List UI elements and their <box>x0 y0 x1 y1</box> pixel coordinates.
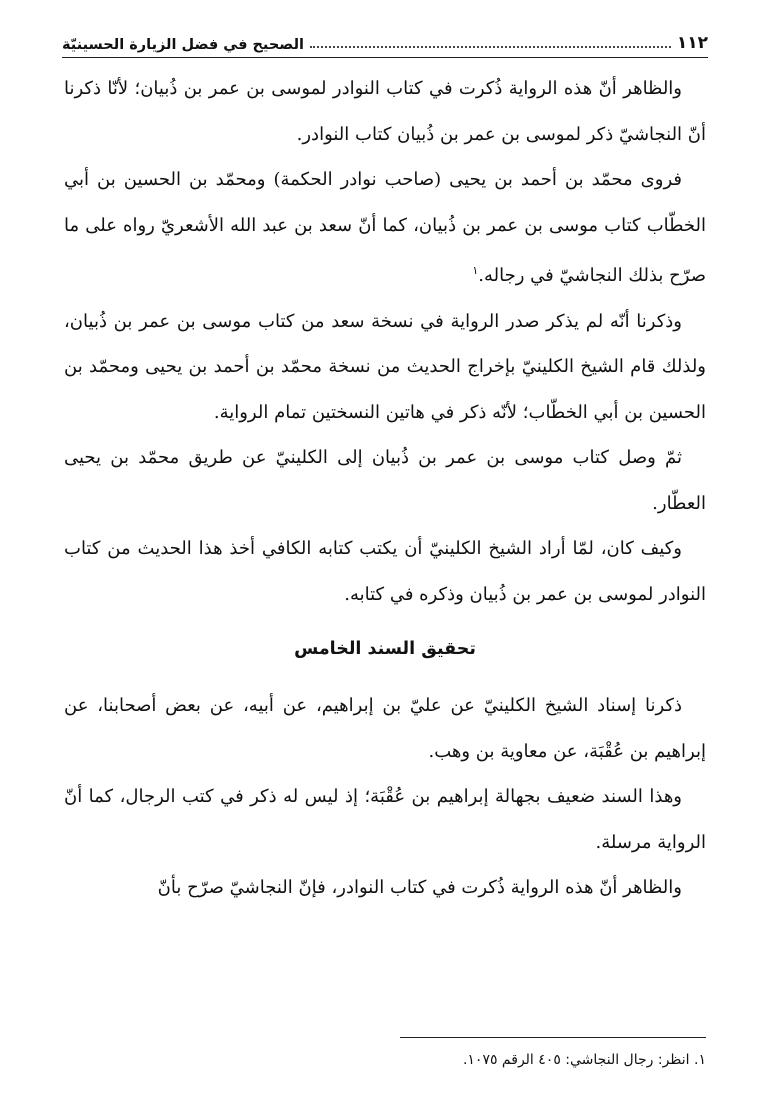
paragraph-text: وذكرنا أنّه لم يذكر صدر الرواية في نسخة سعد من كتاب موسى بن عمر بن ذُبيان، ولذلك قام الشيخ الكلينيّ بإخراج الحديث من نسخة محمّد بن أحمد بن يحيى ومحمّد بن الحسين بن أبي الخطّاب؛ لأنّه ذكر في هاتين النسختين تمام الرواية. <box>64 310 706 423</box>
main-text <box>64 66 706 911</box>
paragraph-text: وكيف كان، لمّا أراد الشيخ الكلينيّ أن يكتب كتابه الكافي أخذ هذا الحديث من كتاب النوادر لموسى بن عمر بن ذُبيان وذكره في كتابه. <box>64 538 706 605</box>
paragraph-text: ذكرنا إسناد الشيخ الكلينيّ عن عليّ بن إبراهيم، عن أبيه، عن بعض أصحابنا، عن إبراهيم بن عُقْبَة، عن معاوية بن وهب. <box>64 695 706 762</box>
running-title: الصحيح في فضل الزيارة الحسينيّة <box>62 37 305 53</box>
paragraph <box>64 299 706 436</box>
footnote: ١. انظر: رجال النجاشي: ٤٠٥ الرقم ١٠٧٥. <box>462 1052 706 1068</box>
paragraph <box>64 774 706 865</box>
page-number: ١١٢ <box>676 33 708 53</box>
footnote-divider <box>400 1037 706 1038</box>
paragraph-text: والظاهر أنّ هذه الرواية ذُكرت في كتاب النوادر، فإنّ النجاشيّ صرّح بأنّ <box>157 877 682 898</box>
paragraph-text: وهذا السند ضعيف بجهالة إبراهيم بن عُقْبَة؛ إذ ليس له ذكر في كتب الرجال، كما أنّ الرواية مرسلة. <box>64 786 706 853</box>
paragraph-text: فروى محمّد بن أحمد بن يحيى (صاحب نوادر الحكمة) ومحمّد بن الحسين بن أبي الخطّاب كتاب موسى بن عمر بن ذُبيان، كما أنّ سعد بن عبد الله الأشعريّ رواه على ما صرّح بذلك النجاشيّ في رجاله. <box>64 169 706 286</box>
paragraph <box>64 526 706 617</box>
paragraph <box>64 865 706 911</box>
paragraph-text: ثمّ وصل كتاب موسى بن عمر بن ذُبيان إلى الكلينيّ عن طريق محمّد بن يحيى العطّار. <box>64 447 706 514</box>
paragraph <box>64 66 706 157</box>
paragraph <box>64 683 706 774</box>
paragraph <box>64 157 706 299</box>
footnote-reference[interactable]: ١ <box>472 264 479 277</box>
page-header <box>62 28 708 58</box>
paragraph-text: والظاهر أنّ هذه الرواية ذُكرت في كتاب النوادر لموسى بن عمر بن ذُبيان؛ لأنّا ذكرنا أنّ النجاشيّ ذكر لموسى بن عمر بن ذُبيان كتاب النوادر. <box>64 78 706 145</box>
header-dotted-leader <box>310 46 671 48</box>
paragraph <box>64 435 706 526</box>
section-heading: تحقيق السند الخامس <box>294 639 476 659</box>
